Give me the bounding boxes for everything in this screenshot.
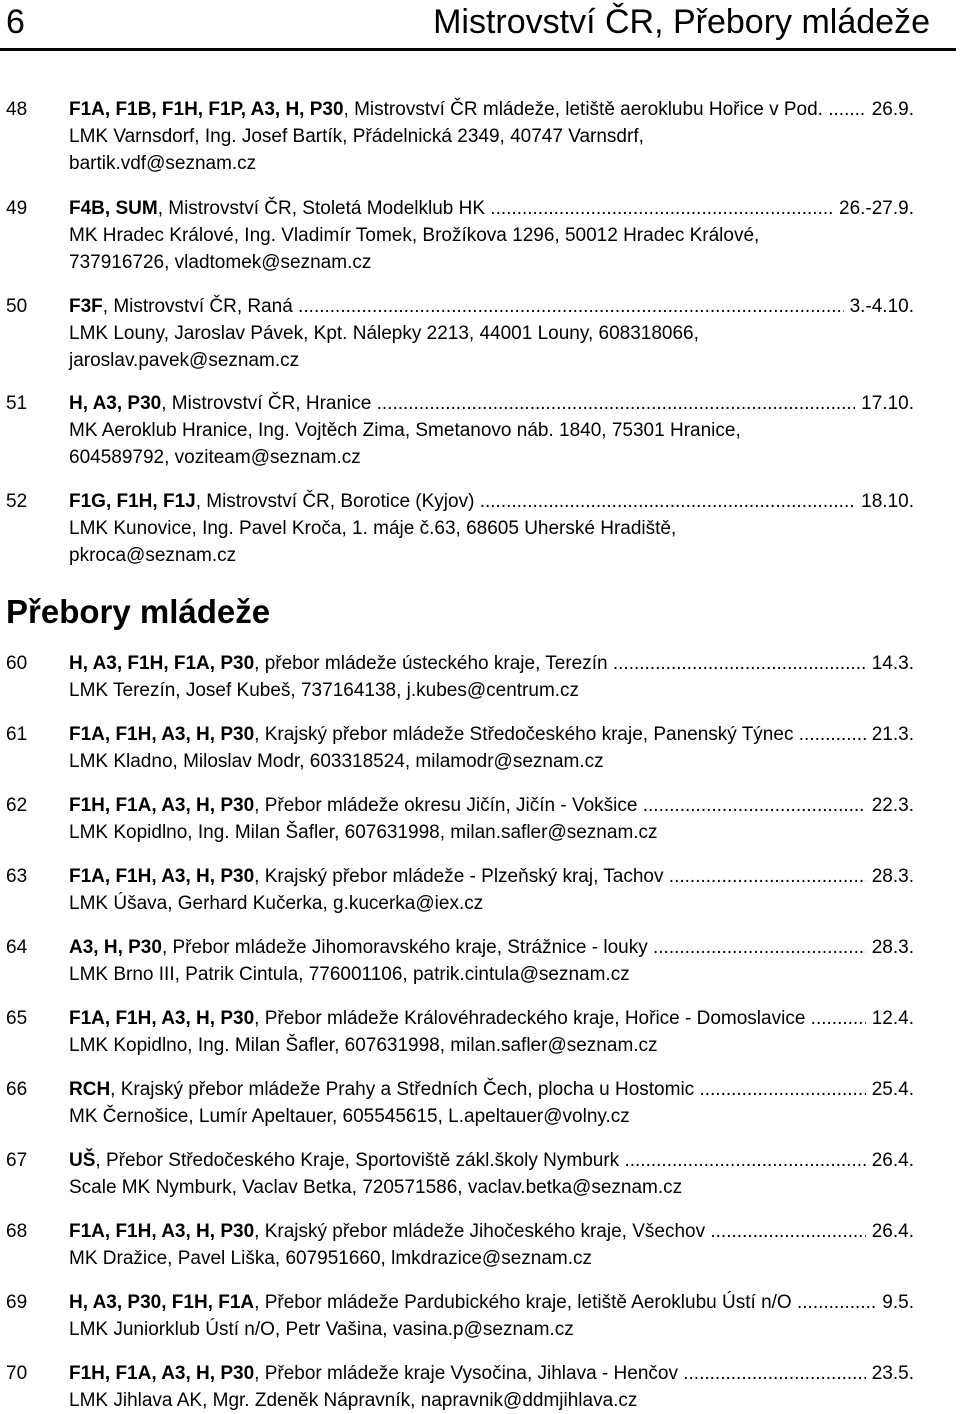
entry-classes: A3, H, P30: [69, 937, 162, 958]
entry-date: 28.3.: [871, 937, 914, 958]
entry-number: 52: [6, 491, 28, 512]
entry-date: 26.9.: [871, 99, 914, 120]
entry-date: 23.5.: [871, 1363, 914, 1384]
entry-contact-email: pkroca@seznam.cz: [69, 545, 237, 566]
entry-number: 67: [6, 1150, 28, 1171]
page-number: 6: [6, 3, 25, 41]
entry-date: 14.3.: [871, 653, 914, 674]
entry-contact: LMK Kunovice, Ing. Pavel Kroča, 1. máje č.63, 68605 Uherské Hradiště,: [69, 518, 677, 539]
entry-number: 68: [6, 1221, 28, 1242]
entry-description: , Krajský přebor mládeže Prahy a Středních Čech, plocha u Hostomic: [110, 1079, 695, 1100]
entry-description: , Mistrovství ČR, Raná: [102, 296, 293, 317]
section-title: Přebory mládeže: [6, 593, 271, 630]
entry-heading: [69, 1360, 914, 1387]
entry-date: 17.10.: [861, 393, 914, 414]
entry-number: 62: [6, 795, 28, 816]
entry-heading: [69, 195, 914, 222]
entry-heading: [69, 721, 914, 748]
entry-description: , Přebor mládeže Jihomoravského kraje, Strážnice - louky: [161, 937, 648, 958]
entry-date: 28.3.: [871, 866, 914, 887]
entry-date: 22.3.: [871, 795, 914, 816]
entry-date: 21.3.: [871, 724, 914, 745]
entry-heading: [69, 488, 914, 515]
entry-contact: MK Hradec Králové, Ing. Vladimír Tomek, Brožíkova 1296, 50012 Hradec Králové,: [69, 225, 760, 246]
entry-contact-email: jaroslav.pavek@seznam.cz: [69, 350, 300, 371]
entry-description: , Přebor mládeže okresu Jičín, Jičín - Vokšice: [254, 795, 638, 816]
entry-date: 25.4.: [871, 1079, 914, 1100]
entry-date: 12.4.: [871, 1008, 914, 1029]
entry-description: , Přebor Středočeského Kraje, Sportoviště zákl.školy Nymburk: [95, 1150, 620, 1171]
entry-contact: LMK Terezín, Josef Kubeš, 737164138, j.kubes@centrum.cz: [69, 680, 580, 701]
entry-contact: LMK Louny, Jaroslav Pávek, Kpt. Nálepky 2213, 44001 Louny, 608318066,: [69, 323, 699, 344]
entry-contact: LMK Kladno, Miloslav Modr, 603318524, milamodr@seznam.cz: [69, 751, 604, 772]
entry-heading: [69, 650, 914, 677]
entry-number: 50: [6, 296, 28, 317]
entry-description: , Přebor mládeže kraje Vysočina, Jihlava - Henčov: [254, 1363, 678, 1384]
entry-classes: F1A, F1H, A3, H, P30: [69, 724, 255, 745]
entry-number: 61: [6, 724, 28, 745]
entry-number: 69: [6, 1292, 28, 1313]
entry-classes: F1H, F1A, A3, H, P30: [69, 795, 255, 816]
entry-description: , Přebor mládeže Královéhradeckého kraje, Hořice - Domoslavice: [254, 1008, 806, 1029]
entry-number: 60: [6, 653, 28, 674]
entry-classes: RCH: [69, 1079, 111, 1100]
entry-heading: [69, 293, 914, 320]
entry-contact: MK Černošice, Lumír Apeltauer, 605545615, L.apeltauer@volny.cz: [69, 1106, 630, 1127]
entry-classes: UŠ: [69, 1150, 96, 1171]
header-rule: [0, 48, 956, 51]
entry-heading: [69, 792, 914, 819]
page-title: Mistrovství ČR, Přebory mládeže: [433, 3, 930, 41]
entry-description: , Mistrovství ČR mládeže, letiště aeroklubu Hořice v Pod.: [343, 99, 823, 120]
entry-classes: F4B, SUM: [69, 198, 158, 219]
entry-description: , přebor mládeže ústeckého kraje, Terezín: [254, 653, 608, 674]
entry-number: 65: [6, 1008, 28, 1029]
entry-heading: [69, 1147, 914, 1174]
entry-contact: LMK Varnsdorf, Ing. Josef Bartík, Přádelnická 2349, 40747 Varnsdrf,: [69, 126, 644, 147]
entry-contact-email: bartik.vdf@seznam.cz: [69, 153, 257, 174]
entry-contact: MK Aeroklub Hranice, Ing. Vojtěch Zima, Smetanovo náb. 1840, 75301 Hranice,: [69, 420, 741, 441]
entry-description: , Krajský přebor mládeže Jihočeského kraje, Všechov: [254, 1221, 706, 1242]
entry-description: , Přebor mládeže Pardubického kraje, letiště Aeroklubu Ústí n/O: [254, 1292, 792, 1313]
entry-classes: F1H, F1A, A3, H, P30: [69, 1363, 255, 1384]
entry-heading: [69, 1289, 914, 1316]
entry-number: 70: [6, 1363, 28, 1384]
entry-date: 18.10.: [861, 491, 914, 512]
entry-classes: H, A3, P30, F1H, F1A: [69, 1292, 255, 1313]
entry-heading: [69, 934, 914, 961]
entry-contact-email: 604589792, voziteam@seznam.cz: [69, 447, 361, 468]
entry-date: 9.5.: [882, 1292, 914, 1313]
entry-number: 49: [6, 198, 28, 219]
entry-number: 48: [6, 99, 28, 120]
entry-number: 64: [6, 937, 28, 958]
entry-contact: LMK Kopidlno, Ing. Milan Šafler, 607631998, milan.safler@seznam.cz: [69, 822, 658, 843]
entry-heading: [69, 1076, 914, 1103]
entry-heading: [69, 1005, 914, 1032]
entry-classes: F1A, F1H, A3, H, P30: [69, 866, 255, 887]
entry-number: 51: [6, 393, 28, 414]
entry-number: 63: [6, 866, 28, 887]
entry-contact-email: 737916726, vladtomek@seznam.cz: [69, 252, 372, 273]
entry-contact: LMK Brno III, Patrik Cintula, 776001106, patrik.cintula@seznam.cz: [69, 964, 630, 985]
entry-date: 26.-27.9.: [839, 198, 914, 219]
entry-number: 66: [6, 1079, 28, 1100]
entry-contact: MK Dražice, Pavel Liška, 607951660, lmkdrazice@seznam.cz: [69, 1248, 593, 1269]
entry-contact: LMK Juniorklub Ústí n/O, Petr Vašina, vasina.p@seznam.cz: [69, 1319, 574, 1340]
entry-description: , Mistrovství ČR, Stoletá Modelklub HK: [157, 198, 486, 219]
entry-classes: H, A3, P30: [69, 393, 162, 414]
entry-description: , Mistrovství ČR, Borotice (Kyjov): [195, 491, 475, 512]
entry-classes: F3F: [69, 296, 103, 317]
entry-contact: LMK Kopidlno, Ing. Milan Šafler, 607631998, milan.safler@seznam.cz: [69, 1035, 658, 1056]
entry-description: , Krajský přebor mládeže - Plzeňský kraj, Tachov: [254, 866, 664, 887]
entry-date: 26.4.: [871, 1221, 914, 1242]
entry-classes: H, A3, F1H, F1A, P30: [69, 653, 255, 674]
entry-heading: [69, 1218, 914, 1245]
entry-heading: [69, 390, 914, 417]
entry-classes: F1A, F1B, F1H, F1P, A3, H, P30: [69, 99, 344, 120]
entry-contact: LMK Úšava, Gerhard Kučerka, g.kucerka@iex.cz: [69, 893, 484, 914]
entry-heading: [69, 96, 914, 123]
entry-description: , Mistrovství ČR, Hranice: [161, 393, 372, 414]
entry-date: 26.4.: [871, 1150, 914, 1171]
entry-classes: F1A, F1H, A3, H, P30: [69, 1008, 255, 1029]
entry-description: , Krajský přebor mládeže Středočeského kraje, Panenský Týnec: [254, 724, 794, 745]
entry-contact: Scale MK Nymburk, Vaclav Betka, 720571586, vaclav.betka@seznam.cz: [69, 1177, 683, 1198]
page-header: [0, 0, 960, 48]
entry-classes: F1A, F1H, A3, H, P30: [69, 1221, 255, 1242]
entry-date: 3.-4.10.: [849, 296, 914, 317]
entry-contact: LMK Jihlava AK, Mgr. Zdeněk Nápravník, napravnik@ddmjihlava.cz: [69, 1390, 638, 1411]
entry-classes: F1G, F1H, F1J: [69, 491, 196, 512]
entry-heading: [69, 863, 914, 890]
